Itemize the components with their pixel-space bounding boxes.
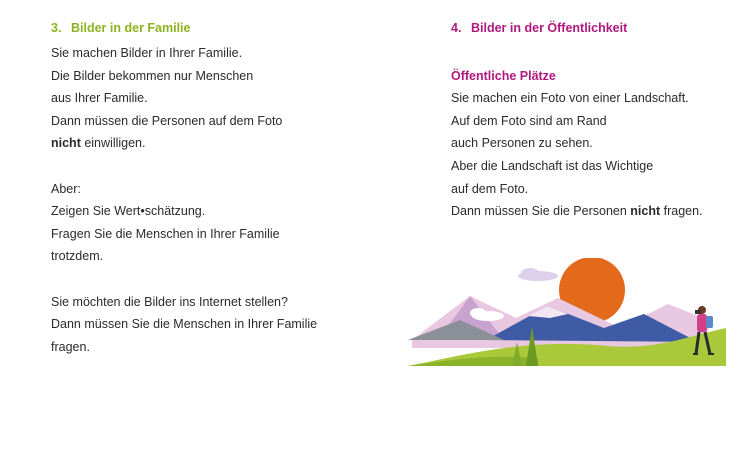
emphasis: nicht — [630, 204, 661, 219]
subheading-public-places: Öffentliche Plätze — [451, 68, 556, 83]
section-title: Bilder in der Familie — [71, 21, 191, 35]
landscape-illustration — [408, 258, 726, 370]
text-line: fragen. — [51, 339, 90, 354]
section-public — [451, 20, 741, 223]
section-title: Bilder in der Öffentlichkeit — [471, 21, 628, 35]
text-line: auch Personen zu sehen. — [451, 136, 593, 151]
text-line — [51, 132, 371, 155]
text-line: Sie machen ein Foto von einer Landschaft. — [451, 91, 689, 106]
section-number: 3. — [51, 21, 62, 35]
text-fragment: einwilligen. — [80, 136, 146, 151]
text-line: Aber: — [51, 181, 81, 196]
text-line: Zeigen Sie Wert•schätzung. — [51, 204, 206, 219]
section-heading-public — [451, 20, 741, 42]
section-family — [51, 20, 371, 358]
text-line: Dann müssen Sie die Menschen in Ihrer Familie — [51, 317, 318, 332]
text-line — [451, 200, 741, 223]
cloud — [470, 308, 486, 318]
section-heading-family — [51, 20, 371, 42]
text-line: Sie machen Bilder in Ihrer Familie. — [51, 46, 243, 60]
section-number: 4. — [451, 21, 462, 35]
emphasis: nicht — [51, 136, 81, 151]
text-line: auf dem Foto. — [451, 181, 529, 196]
text-line: Fragen Sie die Menschen in Ihrer Familie — [51, 226, 280, 241]
text-line: Aber die Landschaft ist das Wichtige — [451, 158, 654, 173]
text-line: Sie möchten die Bilder ins Internet stellen? — [51, 294, 288, 309]
cloud — [521, 268, 539, 278]
text-line: trotzdem. — [51, 249, 104, 264]
text-fragment: fragen. — [660, 204, 703, 219]
text-fragment: Dann müssen Sie die Personen — [451, 204, 631, 219]
text-line: Auf dem Foto sind am Rand — [451, 113, 607, 128]
text-line: aus Ihrer Familie. — [51, 91, 148, 106]
text-line: Dann müssen die Personen auf dem Foto — [51, 113, 283, 128]
text-line: Die Bilder bekommen nur Menschen — [51, 68, 254, 83]
